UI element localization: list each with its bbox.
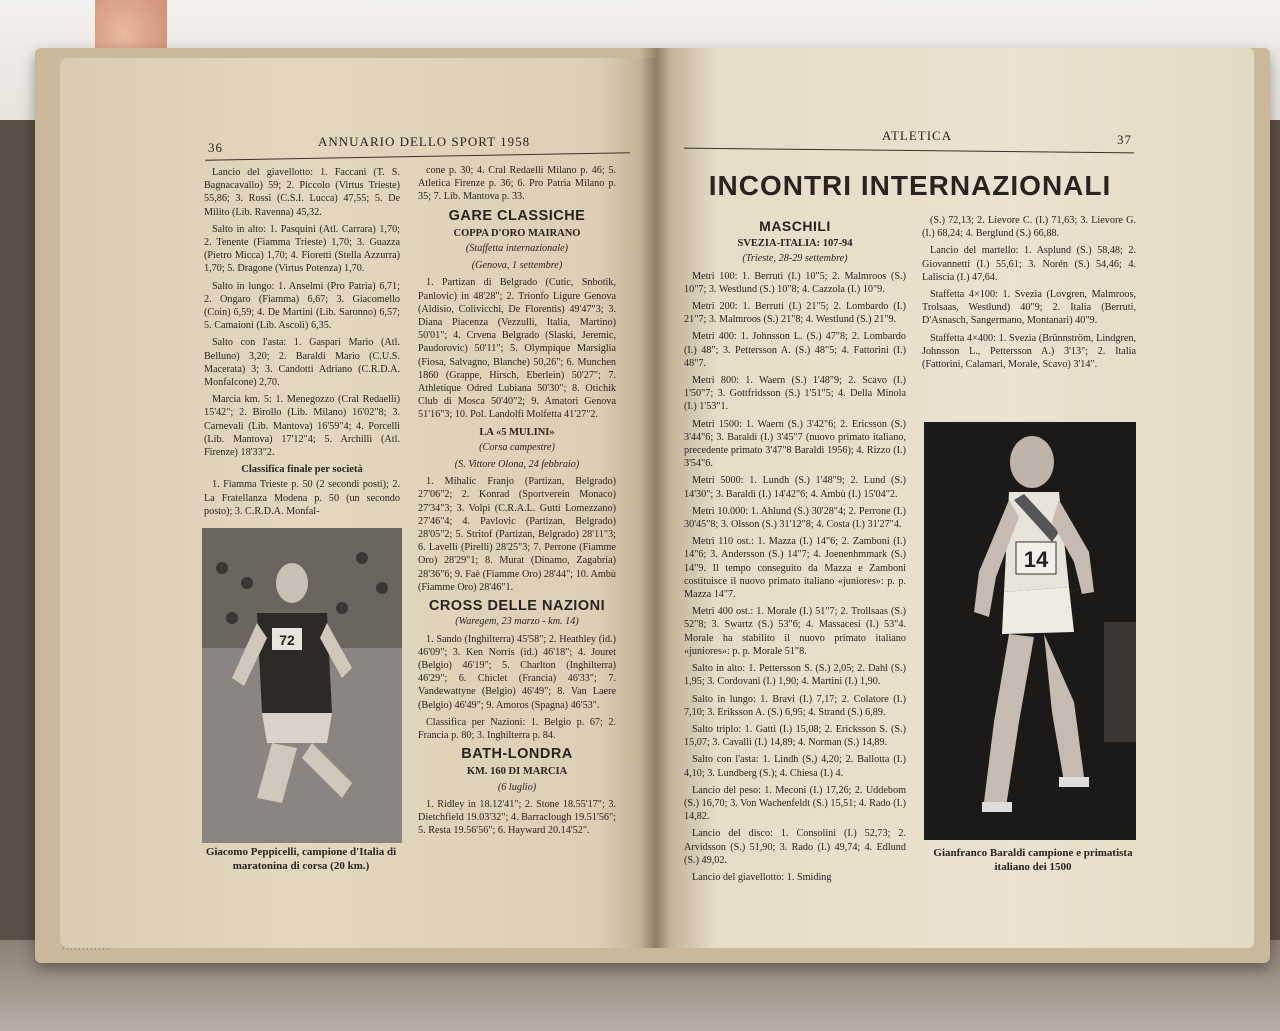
bath-heading: BATH-LONDRA bbox=[461, 746, 573, 763]
right-col1-p13: Lancio del peso: 1. Meconi (I.) 17,26; 2. Uddebom (S.) 16,70; 3. Von Wachenfeldt (S.) 15,51; 4. Rado (I.) 14,82. bbox=[684, 784, 906, 823]
gare-classiche-heading: GARE CLASSICHE bbox=[448, 207, 586, 224]
right-col1-p4: Metri 1500: 1. Waern (S.) 3'42"6; 2. Ericsson (S.) 3'44"6; 3. Baraldi (I.) 3'45"7 (nuovo primato italiano, precedente primato 3'47"8 Baraldi 1956); 4. Rizzo (I.) 3'54"6. bbox=[684, 418, 906, 470]
left-col1-p4: Marcia km. 5: 1. Menegozzo (Cral Redaelli) 15'42"; 2. Birollo (Lib. Milano) 16'02"8; 3. Carnevali (Lib. Mantova) 16'59"4; 4. Porcelli (Lib. Mantova) 17'12"4; 5. Archilli (Atl. Firenze) 18'33"2. bbox=[204, 394, 400, 459]
book-spine bbox=[640, 48, 670, 948]
runner-photo-right bbox=[924, 422, 1136, 840]
right-col1-p1: Metri 200: 1. Berruti (I.) 21"5; 2. Lombardo (I.) 21"7; 3. Malmroos (S.) 21"8; 4. Westlund (S.) 21"9. bbox=[684, 301, 906, 326]
right-column-1 bbox=[684, 214, 906, 894]
match-heading: SVEZIA-ITALIA: 107-94 bbox=[737, 238, 853, 250]
right-col1-p5: Metri 5000: 1. Lundh (S.) 1'48"9; 2. Lund (S.) 14'30"; 3. Baraldi (I.) 14'42"6; 4. Ambù (I.) 15'04"2. bbox=[684, 475, 906, 500]
cross-heading: CROSS DELLE NAZIONI bbox=[428, 598, 606, 615]
right-photo-caption: Gianfranco Baraldi campione e primatista italiano dei 1500 bbox=[933, 847, 1133, 873]
classifica-text: 1. Fiamma Trieste p. 50 (2 secondi posti); 2. La Fratellanza Modena p. 50 (un secondo posto); 3. C.R.D.A. Monfal- bbox=[204, 479, 400, 517]
right-col1-p2: Metri 400: 1. Johnsson L. (S.) 47"8; 2. Lombardo (I.) 48"; 3. Pettersson A. (S.) 48"5; 4. Fattorini (I.) 48"7. bbox=[684, 331, 906, 369]
classifica-heading: Classifica finale per società bbox=[241, 464, 363, 476]
right-col2-p2: Staffetta 4×100: 1. Svezia (Lovgren, Malmroos, Trolsaas, Westlund) 40"9; 2. Italia (Berruti, D'Asnasch, Sangermano, Montanari) 40"9. bbox=[922, 289, 1136, 327]
mulini-sub: (Corsa campestre) bbox=[479, 441, 555, 453]
left-photo-caption: Giacomo Peppicelli, campione d'Italia di maratonina di corsa (20 km.) bbox=[205, 846, 397, 872]
right-page-number: 37 bbox=[1117, 132, 1132, 147]
bath-sub: KM. 160 DI MARCIA bbox=[466, 766, 568, 778]
runner-photo-right-image bbox=[924, 422, 1136, 840]
coppa-text: 1. Partizan di Belgrado (Cutic, Snbotik, Panlovic) in 48'28"; 2. Trionfo Ligure Genova (Aldisio, Colivicchi, De Florentis) 49'47"3; 3. Diana Piacenza (Vezzulli, Italia, Martino) 50'01"; 4. Crvena Belgrado (Slaski, Jeremic, Paudorovic) 50'11"; 5. Olympique Marsiglia (Fiosa, Salvagno, Blanche) 50,26"; 6. Munchen 1860 (Grappe, Hirsch, Eberlein) 50'27"; 7. Athletique Odred Lubiana 50'30"; 8. Otichik Club di Mosca 50'40"2; 9. Amatori Genova 51'16"3; 10. Pol. Landolfi Molfetta 41'27"2. bbox=[418, 277, 616, 421]
left-running-head: ANNUARIO DELLO SPORT 1958 bbox=[318, 134, 531, 149]
right-running-head: ATLETICA bbox=[882, 128, 953, 143]
maschili-heading: MASCHILI bbox=[759, 218, 831, 234]
coppa-sub: (Staffetta internazionale) bbox=[465, 243, 569, 255]
runner-photo-left-image bbox=[202, 528, 402, 843]
mulini-text: 1. Mihalic Franjo (Partizan, Belgrado) 27'06"2; 2. Konrad (Sportverein Monaco) 27'34"3; 3. Volpi (C.R.A.L. Gutti Lomezzano) 27'46"4; 4. Pavlovic (Partizan, Belgrado) 28'05"2; 5. Stritof (Partizan, Belgrado) 28'11"3; 6. Lavelli (Pirelli) 28'25"3; 7. Perrone (Fiamme Oro) 28'29"1; 8. Murat (Dinamo, Zagabria) 28'36"6; 9. Faè (Fiamme Oro) 28'44"; 10. Ambù (Fiamme Oro) 28'46"1. bbox=[418, 476, 616, 593]
runner-photo-left bbox=[202, 528, 402, 843]
right-col2-p3: Staffetta 4×400: 1. Svezia (Brünnström, Lindgren, Johnsson L., Pettersson A.) 3'13"; 2. Italia (Fattorini, Calamari, Morale, Scavo) 3'14". bbox=[922, 332, 1136, 371]
right-col2-p0: (S.) 72,13; 2. Lievore C. (I.) 71,63; 3. Lievore G. (I.) 68,24; 4. Berglund (S.) 66,88. bbox=[922, 215, 1136, 240]
left-col1-p0: Lancio del giavellotto: 1. Faccani (T. S. Bagnacavallo) 59; 2. Piccolo (Virtus Trieste) 55,86; 3. Rossi (C.S.I. Lucca) 47,55; 5. De Milito (Lib. Ravenna) 45,32. bbox=[204, 167, 400, 218]
cross-place: (Waregem, 23 marzo - km. 14) bbox=[455, 616, 579, 628]
coppa-place: (Genova, 1 settembre) bbox=[471, 260, 563, 272]
right-col1-p3: Metri 800: 1. Waern (S.) 1'48"9; 2. Scavo (I.) 1'50"7; 3. Gottfridsson (S.) 1'51"5; 4. Della Minola (I.) 1'53"1. bbox=[684, 375, 906, 413]
cross-classifica: Classifica per Nazioni: 1. Belgio p. 67; 2. Francia p. 80; 3. Inghilterra p. 84. bbox=[418, 716, 616, 741]
right-col1-p7: Metri 110 ost.: 1. Mazza (I.) 14"6; 2. Zamboni (I.) 14"6; 3. Andersson (S.) 14"7; 4. Joenenhmmark (S.) 14"9. Il tempo conseguito da Mazza e Zamboni costituisce il nuovo primato italiano «juniores»: p. p. Mazza 14"7. bbox=[684, 536, 906, 601]
left-col1-p2: Salto in lungo: 1. Anselmi (Pro Patria) 6,71; 2. Ongaro (Fiamma) 6,67; 3. Giacomello (Coin) 6,59; 4. De Martini (Lib. Saronno) 6,57; 5. Camaioni (Lib. Ascoli) 6,35. bbox=[204, 280, 400, 332]
left-col1-p1: Salto in alto: 1. Pasquini (Atl. Carrara) 1,70; 2. Tenente (Fiamma Trieste) 1,70; 3. Guazza (Pietro Micca) 1,70; 4. Fioretti (Stella Azzurra) 1,70; 5. Dragone (Virtus Potenza) 1,70. bbox=[204, 223, 400, 275]
bath-text: 1. Ridley in 18.12'41"; 2. Stone 18.55'17"; 3. Dietchfield 19.03'32"; 4. Barraclough 19.51'56"; 5. Resta 19.56'56"; 6. Hayward 20.14'52". bbox=[418, 798, 616, 837]
left-column-2 bbox=[418, 164, 616, 904]
page-title: INCONTRI INTERNAZIONALI bbox=[708, 170, 1112, 201]
coppa-title: COPPA D'ORO MAIRANO bbox=[453, 227, 581, 239]
right-col1-p15: Lancio del giavellotto: 1. Smiding bbox=[692, 871, 832, 883]
right-col2-p1: Lancio del martello: 1. Asplund (S.) 58,48; 2. Giovannetti (I.) 55,61; 3. Norén (S.) 54,46; 4. Laliscia (I.) 47,64. bbox=[922, 245, 1136, 283]
right-col1-p11: Salto triplo: 1. Gatti (I.) 15,08; 2. Ericksson S. (S.) 15,07; 3. Cavalli (I.) 14,89; 4. Norman (S.) 14,89. bbox=[684, 723, 906, 749]
cross-text: 1. Sando (Inghilterra) 45'58"; 2. Heathley (id.) 46'09"; 3. Ken Norris (id.) 46'18"; 4. Jouret (Belgio) 46'19"; 5. Charlton (Inghilterra) 46'29"; 6. Chiclet (Francia) 46'33"; 7. Vandewattyne (Belgio) 46'49"; 8. Van Laere (Belgio) 46'49"; 9. Amoros (Spagna) 46'53". bbox=[418, 633, 616, 711]
right-col1-p0: Metri 100: 1. Berruti (I.) 10"5; 2. Malmroos (S.) 10"7; 3. Westlund (S.) 10"8; 4. Cazzola (I.) 10"9. bbox=[684, 270, 906, 295]
bath-date: (6 luglio) bbox=[497, 781, 537, 793]
right-col1-p9: Salto in alto: 1. Pettersson S. (S.) 2,05; 2. Dahl (S.) 1,95; 3. Cordovani (I.) 1,90; 4. Martini (I.) 1,90. bbox=[684, 663, 906, 688]
right-bib-number: 14 bbox=[1023, 547, 1049, 572]
left-column-1 bbox=[204, 166, 400, 517]
right-col1-p12: Salto con l'asta: 1. Lindh (S.) 4,20; 2. Ballotta (I.) 4,10; 3. Lundberg (S.); 4. Chiesa (I.) 4. bbox=[684, 754, 906, 779]
left-bib-number: 72 bbox=[279, 632, 295, 648]
left-col1-p3: Salto con l'asta: 1. Gaspari Mario (Atl. Belluno) 3,20; 2. Baraldi Mario (C.U.S. Macerata) 3; 3. Candotti Adriano (C.R.D.A. Monfalcone) 2,70. bbox=[204, 337, 400, 389]
right-col1-p8: Metri 400 ost.: 1. Morale (I.) 51"7; 2. Trollsaas (S.) 52"8; 3. Swartz (S.) 53"6; 4. Massacesi (I.) 53"4. Morale ha stabilito il nuovo primato italiano «juniores»: p. p. Morale 51"8. bbox=[684, 606, 906, 657]
left-col2-intro: cone p. 30; 4. Cral Redaelli Milano p. 46; 5. Atletica Firenze p. 36; 6. Pro Patria Milano p. 35; 7. Lib. Mantova p. 33. bbox=[418, 165, 616, 203]
right-col1-p10: Salto in lungo: 1. Bravi (I.) 7,17; 2. Colatore (I.) 7,10; 3. Eriksson A. (S.) 6,95; 4. Strand (S.) 6,89. bbox=[684, 693, 906, 718]
mulini-title: LA «5 MULINI» bbox=[479, 426, 555, 438]
right-column-2 bbox=[922, 214, 1136, 414]
left-page-number: 36 bbox=[208, 140, 223, 155]
match-place: (Trieste, 28-29 settembre) bbox=[742, 253, 848, 265]
right-col1-p14: Lancio del disco: 1. Consolini (I.) 52,73; 2. Arvidsson (S.) 51,90; 3. Rado (I.) 49,74; 4. Edlund (S.) 49,02. bbox=[684, 828, 906, 866]
mulini-place: (S. Vittore Olona, 24 febbraio) bbox=[454, 459, 580, 471]
right-col1-p6: Metri 10.000: 1. Ahlund (S.) 30'28"4; 2. Perrone (I.) 30'45"8; 3. Olsson (S.) 31'12"8; 4. Costa (I.) 31'27"4. bbox=[684, 505, 906, 531]
